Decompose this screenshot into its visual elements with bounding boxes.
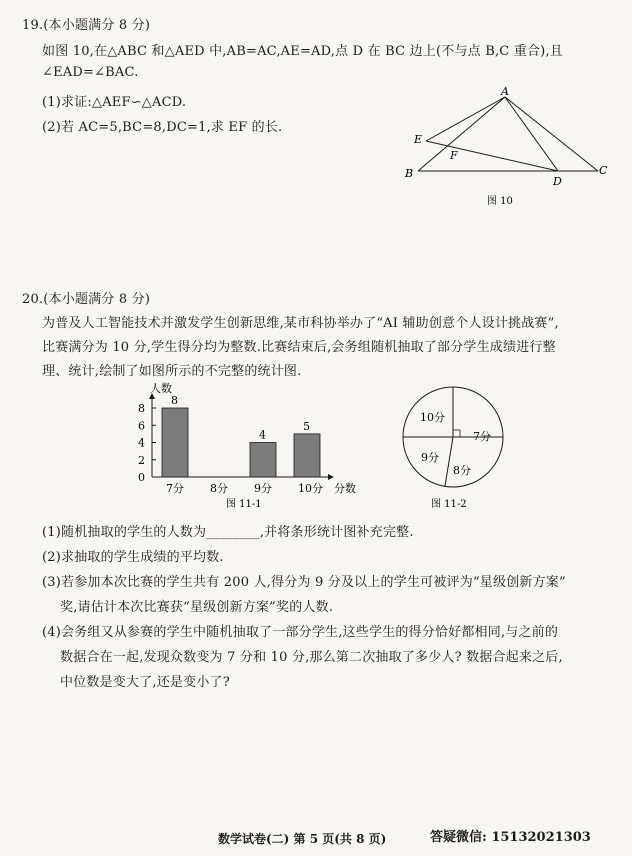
pie-label-8: 8分 bbox=[453, 464, 471, 477]
point-F-label: F bbox=[450, 149, 458, 162]
bar-chart-ylabel: 人数 bbox=[150, 382, 172, 395]
point-C-label: C bbox=[599, 164, 608, 177]
y-tick-label: 8 bbox=[138, 402, 145, 415]
bar-7分 bbox=[162, 408, 188, 477]
q20-part3-line1: (3)若参加本次比赛的学生共有 200 人,得分为 9 分及以上的学生可被评为“星级创新方案” bbox=[42, 575, 566, 590]
q19-part1: (1)求证:△AEF∽△ACD. bbox=[42, 95, 187, 110]
pie-chart-caption: 图 11-2 bbox=[431, 499, 467, 510]
segment-AB bbox=[418, 97, 505, 171]
q19-part2: (2)若 AC=5,BC=8,DC=1,求 EF 的长. bbox=[42, 120, 283, 135]
segment-ED bbox=[426, 141, 558, 171]
q20-part4-line2: 数据合在一起,发现众数变为 7 分和 10 分,那么第二次抽取了多少人? 数据合起来之后, bbox=[60, 650, 563, 665]
q20-part3-line2: 奖,请估计本次比赛获“星级创新方案”奖的人数. bbox=[60, 600, 334, 615]
bar-10分 bbox=[294, 434, 320, 477]
x-category-label: 8分 bbox=[210, 482, 228, 495]
segment-AE bbox=[426, 97, 505, 141]
bar-chart-11-1 bbox=[120, 380, 380, 512]
point-E-label: E bbox=[414, 133, 423, 146]
point-A-label: A bbox=[501, 85, 509, 98]
segment-AD bbox=[505, 97, 558, 171]
pie-label-9: 9分 bbox=[421, 451, 439, 464]
q19-statement-line2: ∠EAD=∠BAC. bbox=[42, 65, 139, 80]
point-D-label: D bbox=[553, 175, 562, 188]
y-tick-label: 4 bbox=[138, 436, 145, 450]
q19-header: 19.(本小题满分 8 分) bbox=[22, 18, 151, 33]
bar-9分 bbox=[250, 443, 276, 478]
pie-chart-11-2 bbox=[395, 385, 520, 512]
segment-AC bbox=[505, 97, 598, 171]
bar-data-label: 5 bbox=[303, 419, 310, 433]
pie-divider-lower bbox=[445, 437, 453, 486]
q20-intro-line2: 比赛满分为 10 分,学生得分均为整数.比赛结束后,会务组随机抽取了部分学生成绩进行整 bbox=[42, 340, 556, 355]
x-category-label: 7分 bbox=[166, 482, 184, 495]
x-category-label: 9分 bbox=[254, 482, 272, 495]
figure-10-caption: 图 10 bbox=[487, 196, 513, 207]
q20-part4-line1: (4)会务组又从参赛的学生中随机抽取了一部分学生,这些学生的得分恰好都相同,与之前的 bbox=[42, 625, 559, 640]
contact-watermark: 答疑微信: 15132021303 bbox=[430, 830, 591, 845]
y-tick-label: 6 bbox=[138, 419, 145, 433]
x-category-label: 10分 bbox=[298, 482, 323, 495]
q20-intro-line1: 为普及人工智能技术并激发学生创新思维,某市科协举办了“AI 辅助创意个人设计挑战赛”, bbox=[42, 316, 559, 331]
q20-header: 20.(本小题满分 8 分) bbox=[22, 292, 151, 307]
q20-intro-line3: 理、统计,绘制了如图所示的不完整的统计图. bbox=[42, 364, 302, 379]
q20-part1: (1)随机抽取的学生的人数为________,并将条形统计图补充完整. bbox=[42, 525, 414, 540]
y-tick-label: 0 bbox=[138, 471, 145, 484]
y-tick-label: 2 bbox=[138, 453, 145, 467]
bar-data-label: 8 bbox=[171, 394, 178, 407]
q20-part4-line3: 中位数是变大了,还是变小了? bbox=[60, 675, 230, 690]
page-footer: 数学试卷(二) 第 5 页(共 8 页) bbox=[218, 832, 387, 846]
point-B-label: B bbox=[405, 167, 414, 180]
figure-10-triangles bbox=[400, 85, 625, 215]
bar-chart-caption: 图 11-1 bbox=[226, 499, 262, 510]
x-axis-arrow bbox=[328, 474, 334, 480]
q19-statement-line1: 如图 10,在△ABC 和△AED 中,AB=AC,AE=AD,点 D 在 BC 边上(不与点 B,C 重合),且 bbox=[42, 44, 563, 59]
q20-part2: (2)求抽取的学生成绩的平均数. bbox=[42, 550, 224, 565]
pie-label-7: 7分 bbox=[473, 430, 491, 443]
pie-label-10: 10分 bbox=[420, 411, 445, 424]
bar-data-label: 4 bbox=[259, 428, 266, 442]
right-angle-marker bbox=[453, 430, 460, 437]
bar-chart-xlabel: 分数 bbox=[334, 482, 356, 495]
